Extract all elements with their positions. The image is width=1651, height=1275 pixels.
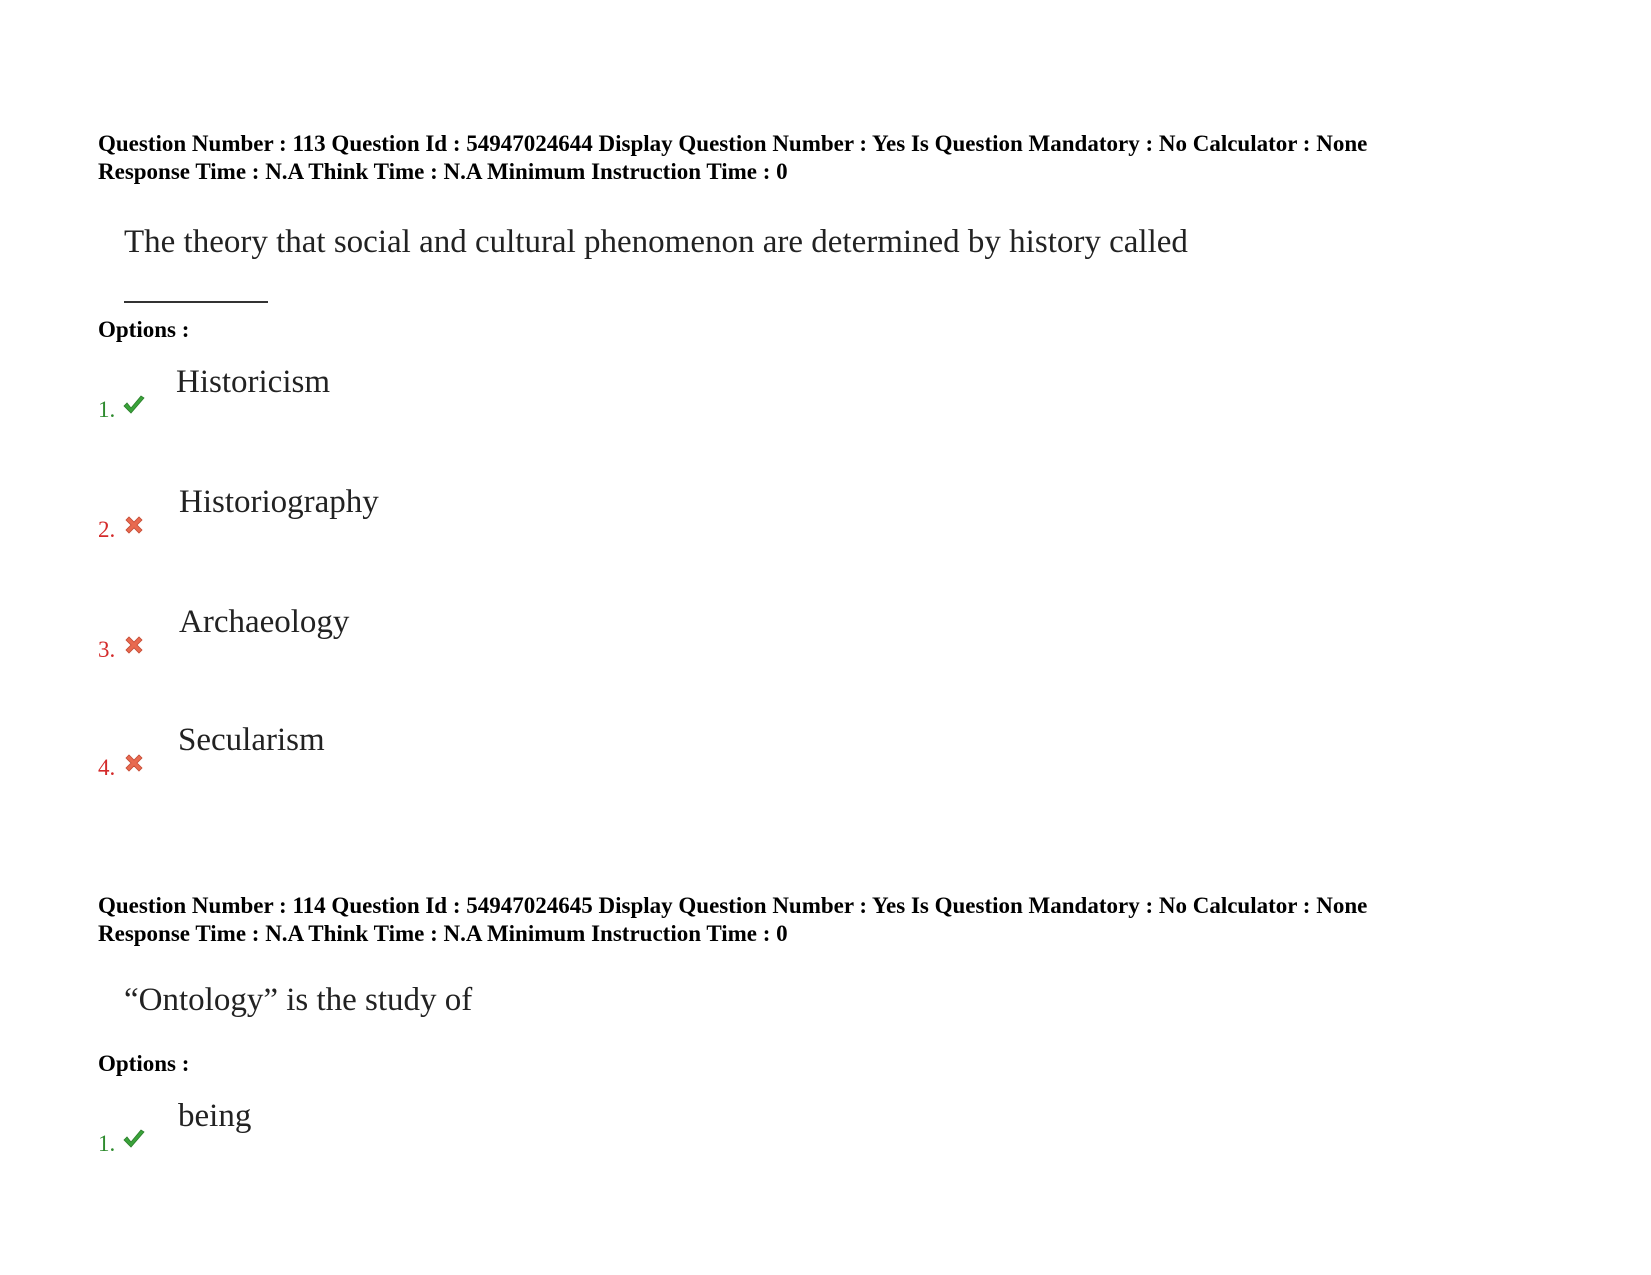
- option-number: 3.: [98, 637, 116, 662]
- question-114: [98, 892, 1598, 1212]
- question-meta-line2: Response Time : N.A Think Time : N.A Minimum Instruction Time : 0: [98, 159, 788, 184]
- option-number: 1.: [98, 397, 116, 422]
- options-label: Options :: [98, 1051, 190, 1076]
- option-4: [98, 720, 898, 800]
- check-icon: [122, 1128, 146, 1150]
- cross-icon: [122, 753, 146, 775]
- option-number: 4.: [98, 755, 116, 780]
- cross-icon: [122, 515, 146, 537]
- question-stem: “Ontology” is the study of: [124, 982, 473, 1018]
- option-1: [98, 1096, 898, 1176]
- answer-blank: [124, 301, 268, 303]
- question-meta-line2: Response Time : N.A Think Time : N.A Minimum Instruction Time : 0: [98, 921, 788, 946]
- option-text: being: [178, 1098, 252, 1134]
- options-label: Options :: [98, 317, 190, 342]
- cross-icon: [122, 635, 146, 657]
- check-icon: [122, 394, 146, 416]
- question-stem: The theory that social and cultural phenomenon are determined by history called: [124, 224, 1188, 260]
- option-number: 2.: [98, 517, 116, 542]
- option-text: Secularism: [178, 722, 325, 758]
- option-3: [98, 602, 898, 682]
- question-113: [98, 130, 1598, 830]
- option-2: [98, 482, 898, 562]
- question-meta-line1: Question Number : 114 Question Id : 54947024645 Display Question Number : Yes Is Question Mandatory : No Calculator : None: [98, 893, 1368, 918]
- option-number: 1.: [98, 1131, 116, 1156]
- option-text: Archaeology: [179, 604, 350, 640]
- question-meta-line1: Question Number : 113 Question Id : 54947024644 Display Question Number : Yes Is Question Mandatory : No Calculator : None: [98, 131, 1368, 156]
- option-text: Historiography: [179, 484, 379, 520]
- option-text: Historicism: [176, 364, 330, 400]
- option-1: [98, 362, 898, 442]
